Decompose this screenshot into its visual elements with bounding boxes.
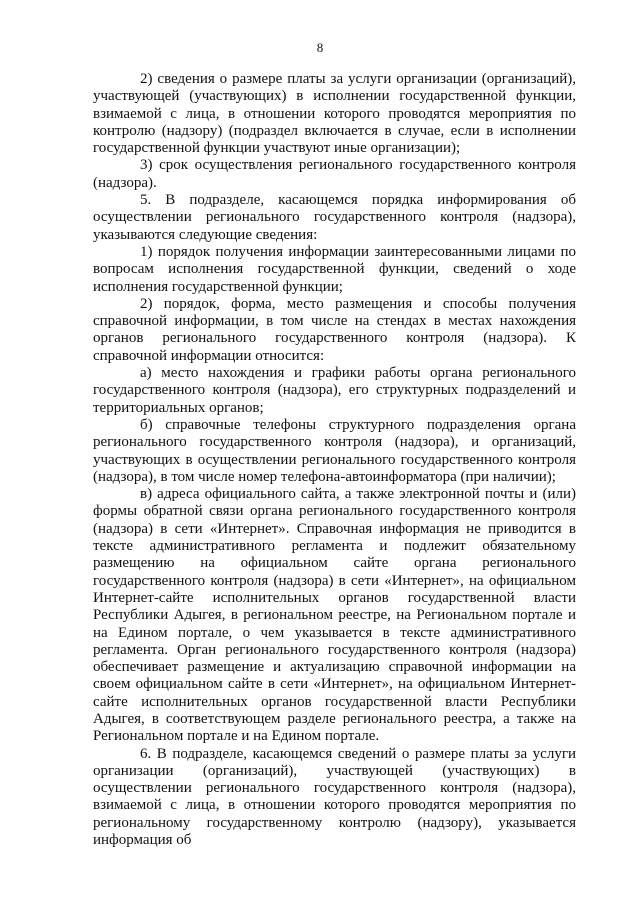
paragraph-fee-subsection: 6. В подразделе, касающемся сведений о размере платы за услуги организации (организаций), участвующей (участвующих) в осуществлении регионального государственного контроля (надзора), взимаемой с лица, в отношении которого проводятся мероприятия по региональному государственному контролю (надзору), указывается информация об bbox=[93, 745, 576, 849]
paragraph-fee-info: 2) сведения о размере платы за услуги организации (организаций), участвующей (участвующих) в исполнении государственной функции, взимаемой с лица, в отношении которого проводятся мероприятия по контролю (надзору) (подраздел включается в случае, если в исполнении государственной функции участвуют иные организации); bbox=[93, 71, 576, 157]
document-body bbox=[93, 71, 576, 849]
page-number: 8 bbox=[316, 40, 324, 55]
paragraph-control-term: 3) срок осуществления регионального государственного контроля (надзора). bbox=[93, 157, 576, 191]
paragraph-reference-info: 2) порядок, форма, место размещения и способы получения справочной информации, в том числе на стендах в местах нахождения органов регионального государственного контроля (надзора). К справочной информации относится: bbox=[93, 295, 576, 364]
paragraph-location-schedule: а) место нахождения и графики работы органа регионального государственного контроля (надзора), его структурных подразделений и территориальных органов; bbox=[93, 365, 576, 416]
paragraph-informing-procedure: 5. В подразделе, касающемся порядка информирования об осуществлении регионального государственного контроля (надзора), указываются следующие сведения: bbox=[93, 192, 576, 243]
paragraph-website-addresses: в) адреса официального сайта, а также электронной почты и (или) формы обратной связи органа регионального государственного контроля (надзора) в сети «Интернет». Справочная информация не приводится в тексте административного регламента и подлежит обязательному размещению на официальном сайте органа регионального государственного контроля (надзора) в сети «Интернет», на официальном Интернет-сайте исполнительных органов государственной власти Республики Адыгея, в региональном реестре, на Региональном портале и на Едином портале, о чем указывается в тексте административного регламента. Орган регионального государственного контроля (надзора) обеспечивает размещение и актуализацию справочной информации на своем официальном сайте в сети «Интернет», на официальном Интернет-сайте исполнительных органов государственной власти Республики Адыгея, в соответствующем разделе регионального реестра, а также на Региональном портале и на Едином портале. bbox=[93, 486, 576, 745]
paragraph-phones: б) справочные телефоны структурного подразделения органа регионального государственного контроля (надзора), и организаций, участвующих в осуществлении регионального государственного контроля (надзора), в том числе номер телефона-автоинформатора (при наличии); bbox=[93, 416, 576, 485]
paragraph-info-obtaining: 1) порядок получения информации заинтересованными лицами по вопросам исполнения государственной функции, сведений о ходе исполнения государственной функции; bbox=[93, 243, 576, 295]
